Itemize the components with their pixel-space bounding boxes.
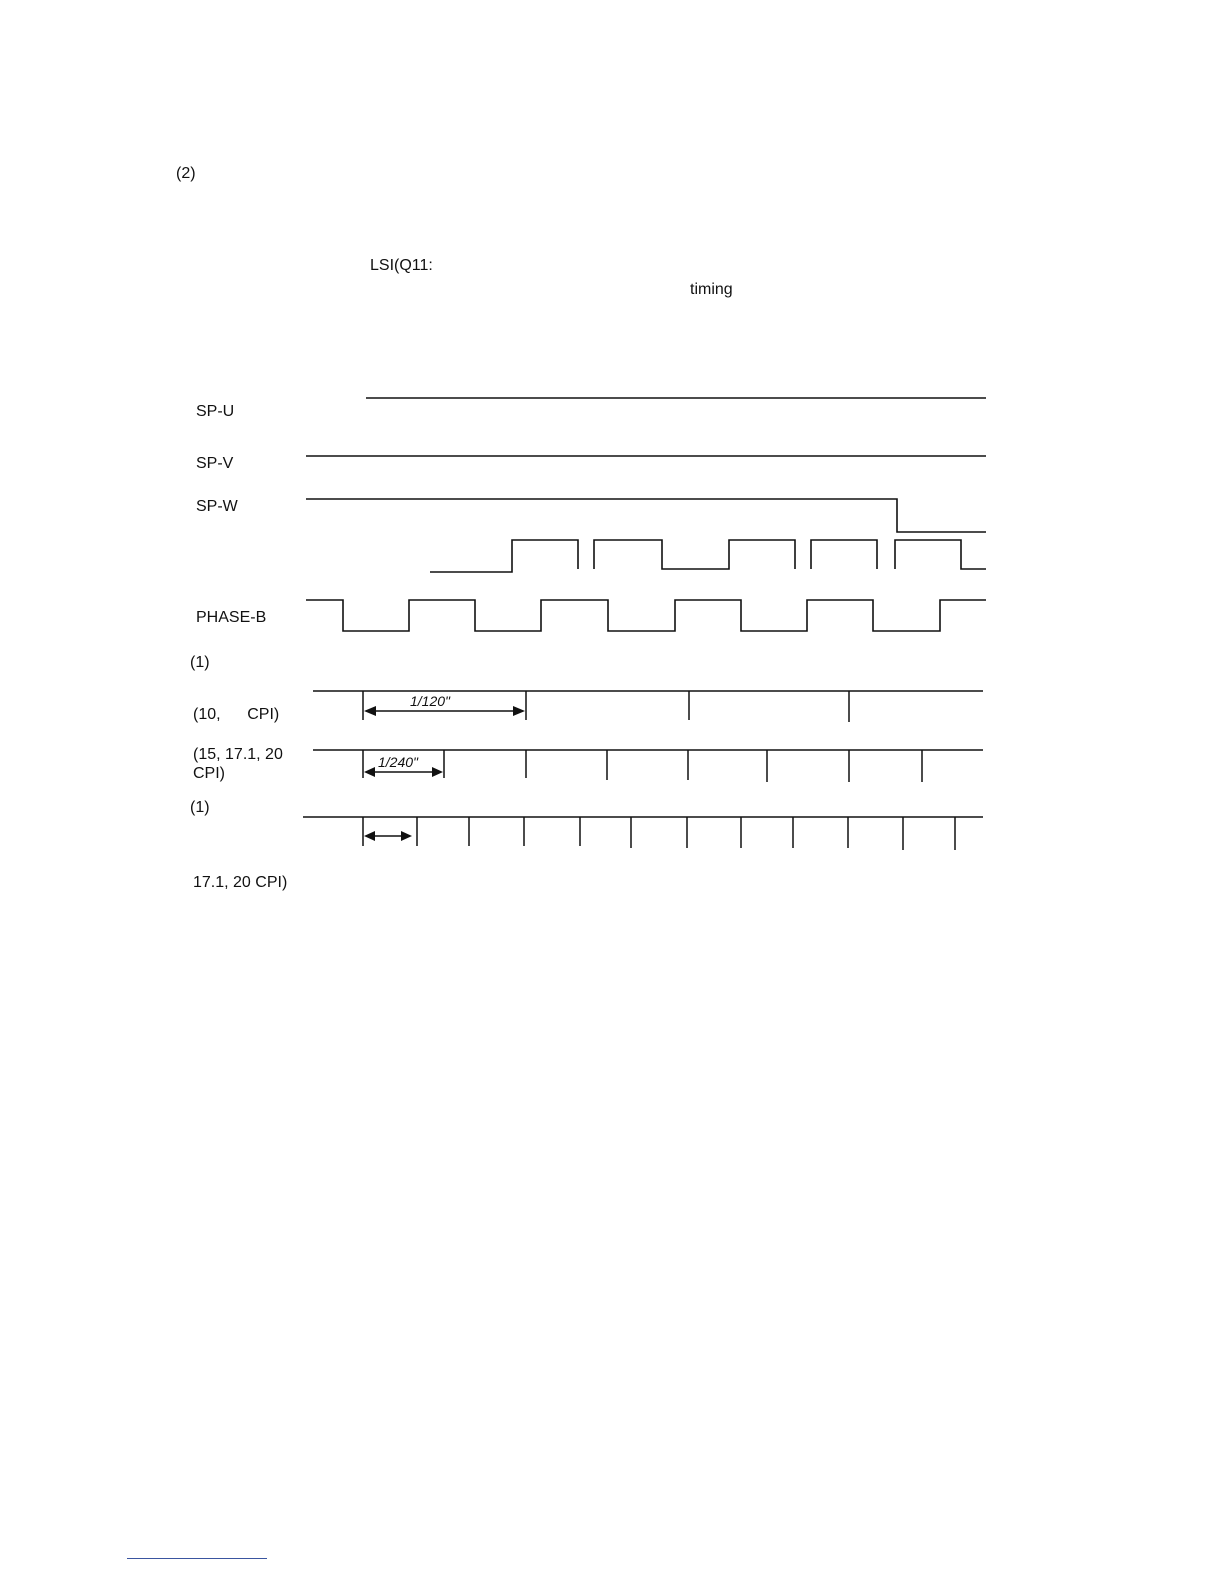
label-15cpi-line2: CPI)	[193, 765, 225, 782]
label-sp-u: SP-U	[196, 403, 235, 420]
dim-120-label: 1/120"	[410, 693, 451, 709]
label-phase-b: PHASE-B	[196, 609, 267, 626]
phase-a-waveform	[430, 540, 578, 572]
dim-240-label: 1/240"	[378, 754, 419, 770]
label-row2-marker: (1)	[190, 799, 210, 816]
dim-120-arrowhead-left	[364, 706, 376, 716]
label-15cpi-line1: (15, 17.1, 20	[193, 746, 283, 763]
phase-a-waveform-4	[895, 540, 986, 569]
dim-bottom-arrowhead-left	[364, 831, 375, 841]
footer-rule	[127, 1558, 267, 1559]
section-number: (2)	[176, 165, 196, 182]
dim-bottom-arrowhead-right	[401, 831, 412, 841]
label-bottom-cpi: 17.1, 20 CPI)	[193, 874, 288, 891]
label-row1-marker: (1)	[190, 654, 210, 671]
timing-word: timing	[690, 281, 733, 298]
label-sp-w: SP-W	[196, 498, 238, 515]
label-sp-v: SP-V	[196, 455, 234, 472]
dim-240-arrowhead-left	[364, 767, 375, 777]
label-10cpi: (10, CPI)	[193, 706, 280, 723]
lsi-reference: LSI(Q11:	[370, 257, 433, 274]
phase-b-waveform	[306, 600, 986, 631]
phase-a-waveform-3	[811, 540, 877, 569]
phase-a-waveform-2	[594, 540, 795, 569]
dim-120-arrowhead-right	[513, 706, 525, 716]
dim-240-arrowhead-right	[432, 767, 443, 777]
sp-w-waveform	[306, 499, 986, 532]
